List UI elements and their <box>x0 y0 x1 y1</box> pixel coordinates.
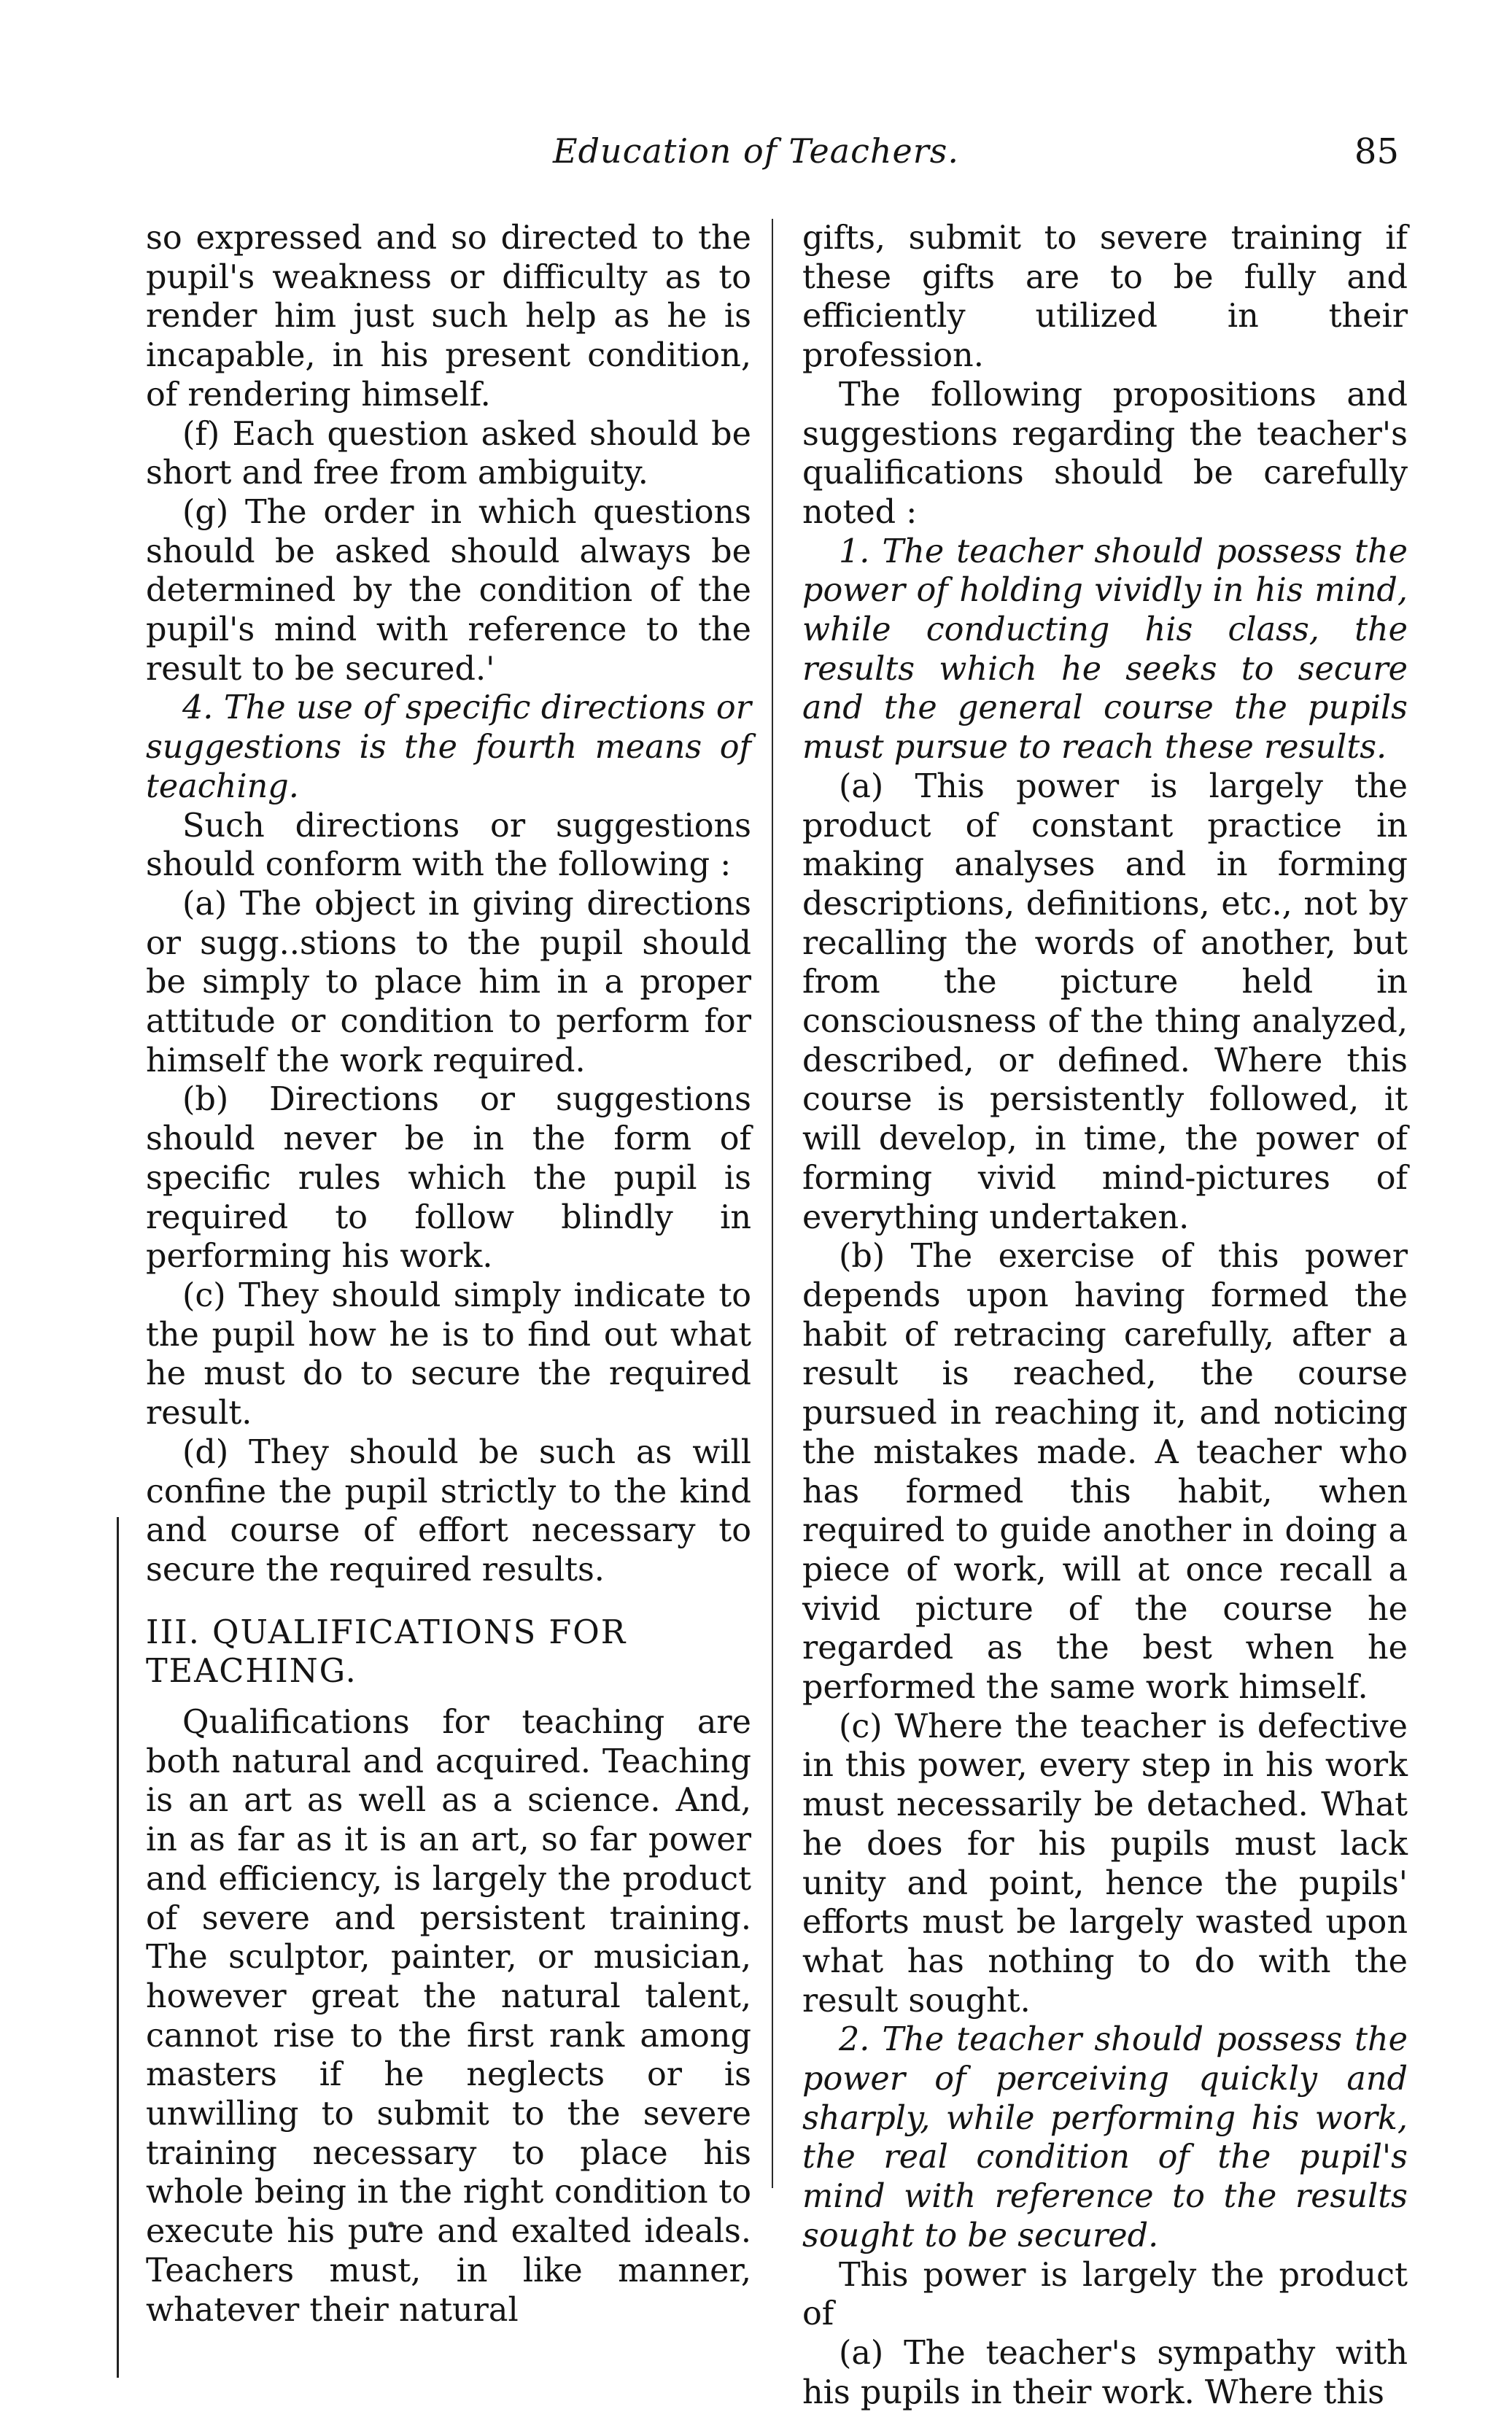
paragraph: (b) The exercise of this power depends upon having formed the habit of retracing carefully, after a result is reached, the course pursued in reaching it, and noticing the mistakes made. A teacher who has formed this habit, when required to guide another in doing a piece of work, will at once recall a vivid picture of the course he regarded as the best when he performed the same work himself. <box>802 1238 1408 1707</box>
margin-rule <box>117 1517 119 2378</box>
section-heading: III. QUALIFICATIONS FOR TEACHING. <box>146 1613 627 1691</box>
paragraph: gifts, submit to severe training if these gifts are to be fully and efficiently utilized in their profession. <box>802 220 1408 375</box>
paragraph: (g) The order in which questions should be asked should always be determined by the condition of the pupil's mind with reference to the result to be secured.' <box>146 493 751 688</box>
left-column <box>146 219 751 2330</box>
paragraph: Qualifications for teaching are both natural and acquired. Teaching is an art as well as a science. And, in as far as it is an art, so far power and efficiency, is largely the product of severe and persistent training. The sculptor, painter, or musician, however great the natural talent, cannot rise to the first rank among masters if he neglects or is unwilling to submit to the severe training necessary to place his whole being in the right condition to execute his pure and exalted ideals. Teachers must, in like manner, whatever their natural <box>146 1704 751 2329</box>
paragraph: so expressed and so directed to the pupil's weakness or difficulty as to render him just such help as he is incapable, in his present condition, of rendering himself. <box>146 220 751 414</box>
paragraph: 2. The teacher should possess the power of perceiving quickly and sharply, while performing his work, the real condition of the pupil's mind with reference to the results sought to be secured. <box>802 2021 1408 2254</box>
page-header <box>0 131 1512 182</box>
paragraph: This power is largely the product of <box>802 2256 1408 2333</box>
paragraph: (a) The object in giving directions or sugg..stions to the pupil should be simply to place him in a proper attitude or condition to perform for himself the work required. <box>146 885 751 1079</box>
running-title: Education of Teachers. <box>553 131 959 171</box>
paragraph: (b) Directions or suggestions should never be in the form of specific rules which the pupil is required to follow blindly in performing his work. <box>146 1081 751 1276</box>
paragraph: (f) Each question asked should be short and free from ambiguity. <box>146 415 751 492</box>
right-column <box>802 219 1408 2412</box>
paragraph: (a) This power is largely the product of constant practice in making analyses and in forming descriptions, definitions, etc., not by recalling the words of another, but from the picture held in consciousness of the thing analyzed, described, or defined. Where this course is persistently followed, it will develop, in time, the power of forming vivid mind-pictures of everything undertaken. <box>802 767 1408 1236</box>
paragraph: (c) They should simply indicate to the pupil how he is to find out what he must do to secure the required result. <box>146 1276 751 1432</box>
paragraph: 4. The use of specific directions or suggestions is the fourth means of teaching. <box>146 689 751 805</box>
page-number: 85 <box>1354 131 1399 172</box>
paragraph: (c) Where the teacher is defective in this power, every step in his work must necessarily be detached. What he does for his pupils must lack unity and point, hence the pupils' efforts must be largely wasted upon what has nothing to do with the result sought. <box>802 1707 1408 2020</box>
paragraph: 1. The teacher should possess the power of holding vividly in his mind, while conducting his class, the results which he seeks to secure and the general course the pupils must pursue to reach these results. <box>802 532 1408 767</box>
paragraph: Such directions or suggestions should conform with the following : <box>146 807 751 884</box>
paragraph: The following propositions and suggestions regarding the teacher's qualifications should be carefully noted : <box>802 376 1408 531</box>
column-divider <box>772 219 773 2188</box>
paragraph: (d) They should be such as will confine the pupil strictly to the kind and course of effort necessary to secure the required results. <box>146 1433 751 1589</box>
paragraph: (a) The teacher's sympathy with his pupils in their work. Where this <box>802 2334 1408 2411</box>
